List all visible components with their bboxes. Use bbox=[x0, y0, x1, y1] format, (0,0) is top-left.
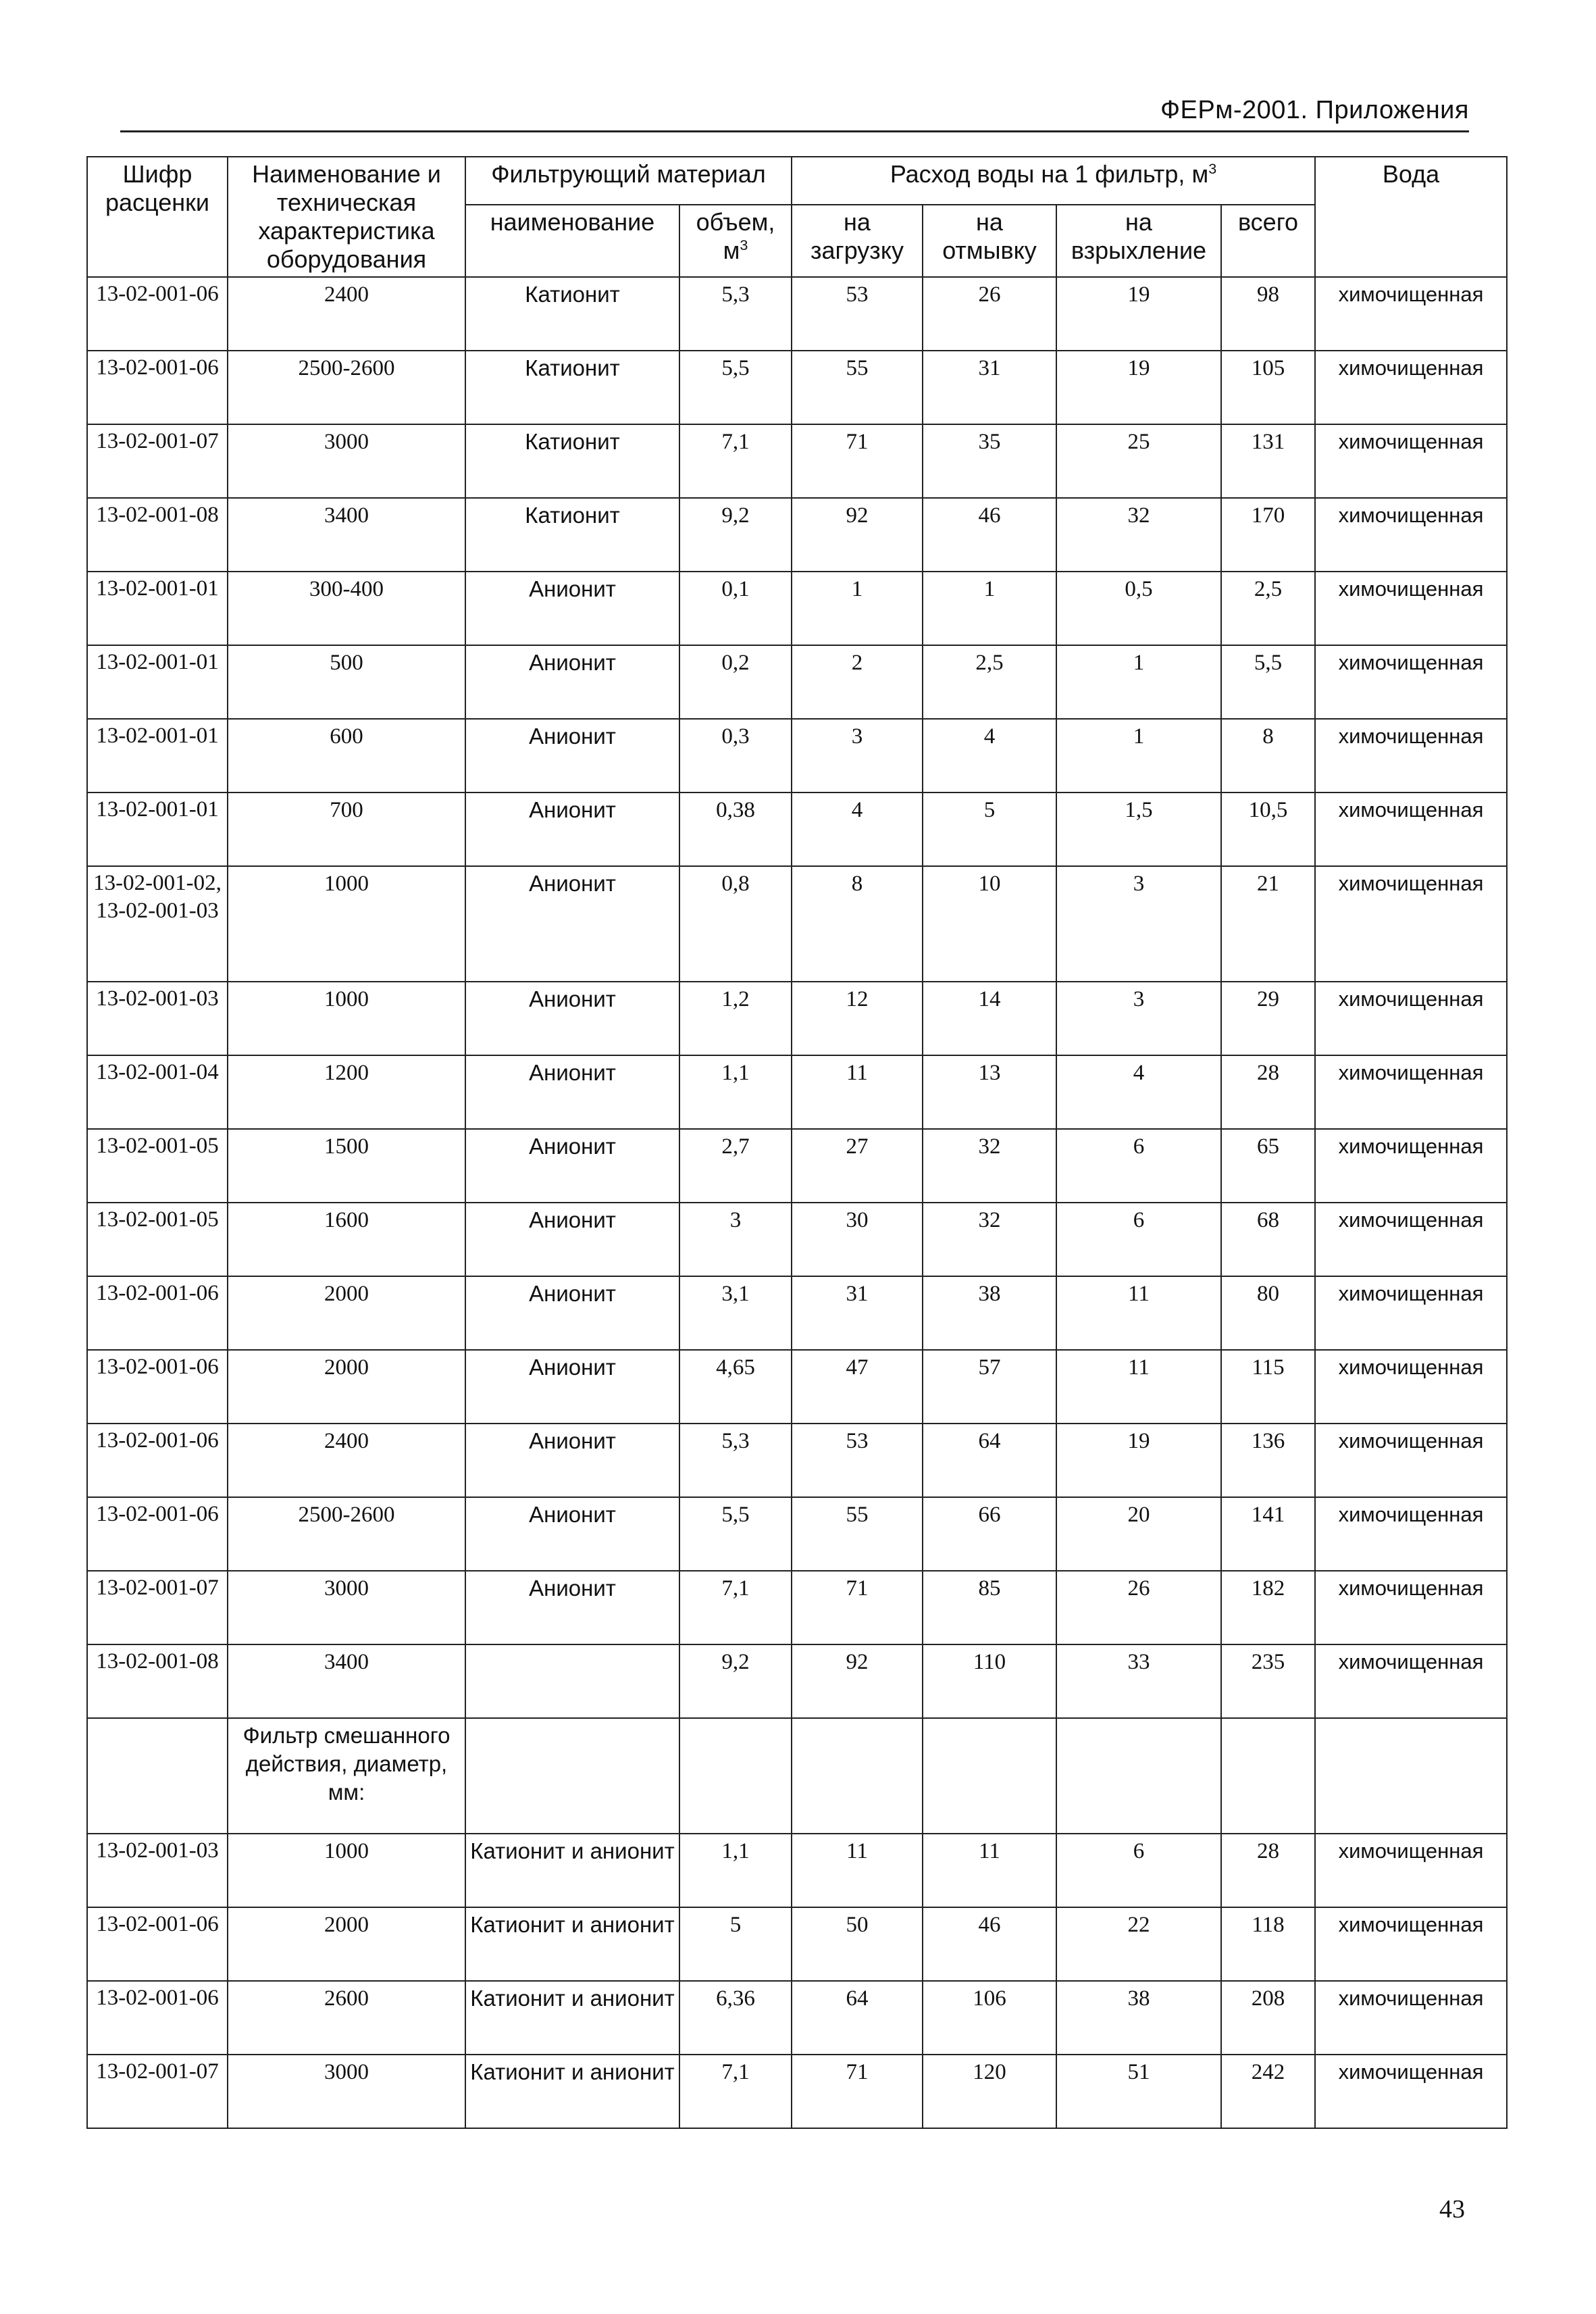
cell-loading: 71 bbox=[792, 1571, 923, 1644]
cell-washing: 2,5 bbox=[923, 645, 1056, 719]
cell-total: 170 bbox=[1221, 498, 1315, 572]
cell-material: Анионит bbox=[465, 1571, 679, 1644]
cell-material: Анионит bbox=[465, 645, 679, 719]
cell-water: химочищенная bbox=[1315, 2055, 1507, 2128]
header-volume-text: объем, м bbox=[696, 208, 775, 265]
header-volume-sup: 3 bbox=[740, 236, 748, 254]
cell-material: Анионит bbox=[465, 1424, 679, 1497]
cell-material: Анионит bbox=[465, 572, 679, 645]
document-header: ФЕРм-2001. Приложения bbox=[1160, 96, 1469, 124]
cell-water: химочищенная bbox=[1315, 498, 1507, 572]
cell-total: 28 bbox=[1221, 1055, 1315, 1129]
cell-volume: 1,1 bbox=[679, 1834, 792, 1907]
cell-volume: 5 bbox=[679, 1907, 792, 1981]
cell-water: химочищенная bbox=[1315, 1424, 1507, 1497]
cell-loading: 8 bbox=[792, 866, 923, 982]
cell-loading: 71 bbox=[792, 424, 923, 498]
cell-loading: 53 bbox=[792, 1424, 923, 1497]
cell-code: 13-02-001-02, 13-02-001-03 bbox=[87, 866, 228, 982]
cell-equipment: 1000 bbox=[228, 866, 465, 982]
cell-loading: 47 bbox=[792, 1350, 923, 1424]
cell-washing: 110 bbox=[923, 1644, 1056, 1718]
cell-material: Анионит bbox=[465, 1203, 679, 1276]
cell-total: 28 bbox=[1221, 1834, 1315, 1907]
cell-total: 131 bbox=[1221, 424, 1315, 498]
cell-washing: 31 bbox=[923, 351, 1056, 424]
cell-volume: 2,7 bbox=[679, 1129, 792, 1203]
table-body bbox=[87, 277, 1507, 2128]
cell-total: 105 bbox=[1221, 351, 1315, 424]
table-row bbox=[87, 1129, 1507, 1203]
cell-total: 29 bbox=[1221, 982, 1315, 1055]
cell-washing: 46 bbox=[923, 1907, 1056, 1981]
cell-code: 13-02-001-08 bbox=[87, 498, 228, 572]
table-row bbox=[87, 719, 1507, 793]
table-row bbox=[87, 1497, 1507, 1571]
table-row bbox=[87, 982, 1507, 1055]
cell-loosening: 19 bbox=[1056, 351, 1221, 424]
table-row bbox=[87, 1203, 1507, 1276]
cell-washing: 120 bbox=[923, 2055, 1056, 2128]
cell-washing bbox=[923, 1718, 1056, 1834]
cell-volume bbox=[679, 1718, 792, 1834]
cell-water: химочищенная bbox=[1315, 1203, 1507, 1276]
cell-loosening: 4 bbox=[1056, 1055, 1221, 1129]
cell-equipment: 1000 bbox=[228, 982, 465, 1055]
cell-equipment: 2000 bbox=[228, 1907, 465, 1981]
cell-equipment: 500 bbox=[228, 645, 465, 719]
cell-water: химочищенная bbox=[1315, 719, 1507, 793]
cell-volume: 7,1 bbox=[679, 1571, 792, 1644]
cell-material: Катионит bbox=[465, 498, 679, 572]
cell-total: 118 bbox=[1221, 1907, 1315, 1981]
cell-material: Катионит bbox=[465, 277, 679, 351]
header-loosening: на взрыхление bbox=[1056, 205, 1221, 277]
cell-washing: 46 bbox=[923, 498, 1056, 572]
cell-water: химочищенная bbox=[1315, 351, 1507, 424]
cell-total: 235 bbox=[1221, 1644, 1315, 1718]
cell-equipment: 2400 bbox=[228, 277, 465, 351]
cell-code: 13-02-001-01 bbox=[87, 645, 228, 719]
cell-loosening: 1,5 bbox=[1056, 793, 1221, 866]
cell-loading: 64 bbox=[792, 1981, 923, 2055]
cell-total: 8 bbox=[1221, 719, 1315, 793]
header-water-flow bbox=[792, 157, 1315, 205]
cell-material: Анионит bbox=[465, 719, 679, 793]
table-row bbox=[87, 645, 1507, 719]
cell-washing: 66 bbox=[923, 1497, 1056, 1571]
cell-loading: 53 bbox=[792, 277, 923, 351]
cell-equipment: 600 bbox=[228, 719, 465, 793]
cell-water: химочищенная bbox=[1315, 572, 1507, 645]
cell-code: 13-02-001-06 bbox=[87, 277, 228, 351]
cell-code: 13-02-001-06 bbox=[87, 1981, 228, 2055]
cell-material: Анионит bbox=[465, 1055, 679, 1129]
cell-total: 10,5 bbox=[1221, 793, 1315, 866]
cell-loading: 30 bbox=[792, 1203, 923, 1276]
cell-equipment: 3400 bbox=[228, 1644, 465, 1718]
cell-volume: 5,5 bbox=[679, 351, 792, 424]
cell-washing: 1 bbox=[923, 572, 1056, 645]
header-water-flow-text: Расход воды на 1 фильтр, м bbox=[890, 160, 1209, 188]
cell-material: Анионит bbox=[465, 866, 679, 982]
table-row bbox=[87, 572, 1507, 645]
page-number: 43 bbox=[1439, 2195, 1465, 2223]
cell-washing: 10 bbox=[923, 866, 1056, 982]
table-row bbox=[87, 424, 1507, 498]
table-row bbox=[87, 1350, 1507, 1424]
cell-water: химочищенная bbox=[1315, 1276, 1507, 1350]
cell-loading: 11 bbox=[792, 1055, 923, 1129]
table-row bbox=[87, 1834, 1507, 1907]
cell-equipment: 3000 bbox=[228, 424, 465, 498]
cell-loosening: 19 bbox=[1056, 277, 1221, 351]
table-row bbox=[87, 1981, 1507, 2055]
cell-loosening: 3 bbox=[1056, 866, 1221, 982]
cell-code: 13-02-001-01 bbox=[87, 719, 228, 793]
cell-material bbox=[465, 1644, 679, 1718]
cell-code: 13-02-001-05 bbox=[87, 1203, 228, 1276]
cell-material: Катионит bbox=[465, 351, 679, 424]
cell-washing: 11 bbox=[923, 1834, 1056, 1907]
cell-water: химочищенная bbox=[1315, 982, 1507, 1055]
cell-equipment: 2500-2600 bbox=[228, 351, 465, 424]
cell-loosening: 51 bbox=[1056, 2055, 1221, 2128]
cell-volume: 5,5 bbox=[679, 1497, 792, 1571]
cell-code: 13-02-001-06 bbox=[87, 351, 228, 424]
cell-loosening: 6 bbox=[1056, 1834, 1221, 1907]
header-water: Вода bbox=[1315, 157, 1507, 277]
cell-equipment: 3000 bbox=[228, 2055, 465, 2128]
cell-water: химочищенная bbox=[1315, 1497, 1507, 1571]
cell-washing: 14 bbox=[923, 982, 1056, 1055]
cell-washing: 32 bbox=[923, 1129, 1056, 1203]
cell-volume: 0,1 bbox=[679, 572, 792, 645]
cell-water: химочищенная bbox=[1315, 1644, 1507, 1718]
cell-total: 136 bbox=[1221, 1424, 1315, 1497]
cell-total: 68 bbox=[1221, 1203, 1315, 1276]
cell-water: химочищенная bbox=[1315, 1907, 1507, 1981]
cell-material: Анионит bbox=[465, 793, 679, 866]
cell-total: 98 bbox=[1221, 277, 1315, 351]
cell-washing: 32 bbox=[923, 1203, 1056, 1276]
cell-water: химочищенная bbox=[1315, 1834, 1507, 1907]
header-water-flow-sup: 3 bbox=[1208, 160, 1217, 177]
cell-code: 13-02-001-03 bbox=[87, 1834, 228, 1907]
section-row bbox=[87, 1718, 1507, 1834]
cell-loading: 92 bbox=[792, 498, 923, 572]
cell-loosening: 1 bbox=[1056, 645, 1221, 719]
cell-water: химочищенная bbox=[1315, 866, 1507, 982]
table-row bbox=[87, 793, 1507, 866]
cell-washing: 57 bbox=[923, 1350, 1056, 1424]
cell-water: химочищенная bbox=[1315, 424, 1507, 498]
cell-volume: 9,2 bbox=[679, 1644, 792, 1718]
cell-washing: 4 bbox=[923, 719, 1056, 793]
cell-code: 13-02-001-06 bbox=[87, 1424, 228, 1497]
cell-washing: 5 bbox=[923, 793, 1056, 866]
header-volume bbox=[679, 205, 792, 277]
cell-code: 13-02-001-06 bbox=[87, 1497, 228, 1571]
cell-loosening: 22 bbox=[1056, 1907, 1221, 1981]
cell-code: 13-02-001-01 bbox=[87, 793, 228, 866]
cell-material: Катионит bbox=[465, 424, 679, 498]
cell-code: 13-02-001-07 bbox=[87, 2055, 228, 2128]
cell-water: химочищенная bbox=[1315, 1981, 1507, 2055]
cell-code: 13-02-001-07 bbox=[87, 1571, 228, 1644]
cell-code: 13-02-001-06 bbox=[87, 1276, 228, 1350]
table-row bbox=[87, 866, 1507, 982]
cell-material: Катионит и анионит bbox=[465, 1834, 679, 1907]
table-row bbox=[87, 351, 1507, 424]
cell-total: 115 bbox=[1221, 1350, 1315, 1424]
cell-loosening: 25 bbox=[1056, 424, 1221, 498]
header-material-name: наименование bbox=[465, 205, 679, 277]
cell-loosening: 3 bbox=[1056, 982, 1221, 1055]
cell-equipment: 300-400 bbox=[228, 572, 465, 645]
cell-loading: 92 bbox=[792, 1644, 923, 1718]
cell-total: 242 bbox=[1221, 2055, 1315, 2128]
cell-code bbox=[87, 1718, 228, 1834]
cell-material: Катионит и анионит bbox=[465, 1981, 679, 2055]
cell-equipment: 2400 bbox=[228, 1424, 465, 1497]
table-row bbox=[87, 498, 1507, 572]
cell-volume: 5,3 bbox=[679, 1424, 792, 1497]
cell-washing: 85 bbox=[923, 1571, 1056, 1644]
cell-code: 13-02-001-08 bbox=[87, 1644, 228, 1718]
cell-equipment: 2600 bbox=[228, 1981, 465, 2055]
header-filter-material: Фильтрующий материал bbox=[465, 157, 792, 205]
cell-loosening: 32 bbox=[1056, 498, 1221, 572]
cell-equipment: 1000 bbox=[228, 1834, 465, 1907]
cell-total: 5,5 bbox=[1221, 645, 1315, 719]
cell-equipment: 1600 bbox=[228, 1203, 465, 1276]
cell-washing: 13 bbox=[923, 1055, 1056, 1129]
cell-material: Катионит и анионит bbox=[465, 2055, 679, 2128]
table-row bbox=[87, 1055, 1507, 1129]
cell-loosening bbox=[1056, 1718, 1221, 1834]
table-row bbox=[87, 1907, 1507, 1981]
cell-loosening: 6 bbox=[1056, 1203, 1221, 1276]
cell-code: 13-02-001-05 bbox=[87, 1129, 228, 1203]
cell-volume: 6,36 bbox=[679, 1981, 792, 2055]
header-loading: на загрузку bbox=[792, 205, 923, 277]
cell-loading: 71 bbox=[792, 2055, 923, 2128]
cell-total: 80 bbox=[1221, 1276, 1315, 1350]
cell-equipment: 2000 bbox=[228, 1276, 465, 1350]
cell-code: 13-02-001-04 bbox=[87, 1055, 228, 1129]
cell-loosening: 6 bbox=[1056, 1129, 1221, 1203]
cell-loosening: 33 bbox=[1056, 1644, 1221, 1718]
cell-volume: 1,2 bbox=[679, 982, 792, 1055]
table-row bbox=[87, 1276, 1507, 1350]
cell-total: 182 bbox=[1221, 1571, 1315, 1644]
cell-material: Анионит bbox=[465, 982, 679, 1055]
cell-water: химочищенная bbox=[1315, 1129, 1507, 1203]
cell-material bbox=[465, 1718, 679, 1834]
cell-washing: 26 bbox=[923, 277, 1056, 351]
cell-water: химочищенная bbox=[1315, 1350, 1507, 1424]
cell-total bbox=[1221, 1718, 1315, 1834]
cell-equipment: 1500 bbox=[228, 1129, 465, 1203]
cell-washing: 38 bbox=[923, 1276, 1056, 1350]
cell-loading: 27 bbox=[792, 1129, 923, 1203]
cell-code: 13-02-001-07 bbox=[87, 424, 228, 498]
cell-washing: 64 bbox=[923, 1424, 1056, 1497]
cell-code: 13-02-001-06 bbox=[87, 1907, 228, 1981]
header-equipment: Наименование и техническая характеристика оборудования bbox=[228, 157, 465, 277]
cell-volume: 0,2 bbox=[679, 645, 792, 719]
cell-total: 2,5 bbox=[1221, 572, 1315, 645]
header-code: Шифр расценки bbox=[87, 157, 228, 277]
cell-equipment: Фильтр смешанного действия, диаметр, мм: bbox=[228, 1718, 465, 1834]
cell-volume: 1,1 bbox=[679, 1055, 792, 1129]
cell-washing: 35 bbox=[923, 424, 1056, 498]
cell-loosening: 11 bbox=[1056, 1350, 1221, 1424]
cell-loading: 3 bbox=[792, 719, 923, 793]
cell-volume: 3 bbox=[679, 1203, 792, 1276]
cell-water: химочищенная bbox=[1315, 645, 1507, 719]
cell-volume: 0,8 bbox=[679, 866, 792, 982]
cell-water: химочищенная bbox=[1315, 793, 1507, 866]
cell-volume: 7,1 bbox=[679, 2055, 792, 2128]
cell-volume: 9,2 bbox=[679, 498, 792, 572]
cell-loading: 55 bbox=[792, 1497, 923, 1571]
cell-loosening: 1 bbox=[1056, 719, 1221, 793]
table-row bbox=[87, 1644, 1507, 1718]
cell-total: 141 bbox=[1221, 1497, 1315, 1571]
cell-volume: 3,1 bbox=[679, 1276, 792, 1350]
cell-equipment: 700 bbox=[228, 793, 465, 866]
cell-total: 208 bbox=[1221, 1981, 1315, 2055]
cell-equipment: 3400 bbox=[228, 498, 465, 572]
cell-equipment: 1200 bbox=[228, 1055, 465, 1129]
cell-water: химочищенная bbox=[1315, 277, 1507, 351]
cell-volume: 0,38 bbox=[679, 793, 792, 866]
cell-water: химочищенная bbox=[1315, 1055, 1507, 1129]
cell-material: Анионит bbox=[465, 1497, 679, 1571]
header-total: всего bbox=[1221, 205, 1315, 277]
cell-loosening: 26 bbox=[1056, 1571, 1221, 1644]
water-consumption-table bbox=[86, 156, 1508, 2129]
cell-loosening: 11 bbox=[1056, 1276, 1221, 1350]
cell-material: Анионит bbox=[465, 1276, 679, 1350]
cell-volume: 5,3 bbox=[679, 277, 792, 351]
cell-total: 65 bbox=[1221, 1129, 1315, 1203]
cell-material: Катионит и анионит bbox=[465, 1907, 679, 1981]
cell-material: Анионит bbox=[465, 1129, 679, 1203]
cell-loading: 12 bbox=[792, 982, 923, 1055]
cell-washing: 106 bbox=[923, 1981, 1056, 2055]
cell-loosening: 20 bbox=[1056, 1497, 1221, 1571]
table-row bbox=[87, 2055, 1507, 2128]
cell-code: 13-02-001-06 bbox=[87, 1350, 228, 1424]
cell-volume: 7,1 bbox=[679, 424, 792, 498]
cell-loading: 4 bbox=[792, 793, 923, 866]
cell-equipment: 3000 bbox=[228, 1571, 465, 1644]
cell-volume: 4,65 bbox=[679, 1350, 792, 1424]
table-row bbox=[87, 1424, 1507, 1497]
cell-loading: 50 bbox=[792, 1907, 923, 1981]
cell-loosening: 0,5 bbox=[1056, 572, 1221, 645]
header-rule bbox=[120, 130, 1469, 132]
cell-loading: 1 bbox=[792, 572, 923, 645]
cell-loosening: 19 bbox=[1056, 1424, 1221, 1497]
cell-water bbox=[1315, 1718, 1507, 1834]
cell-volume: 0,3 bbox=[679, 719, 792, 793]
cell-loading: 2 bbox=[792, 645, 923, 719]
cell-water: химочищенная bbox=[1315, 1571, 1507, 1644]
cell-loading: 55 bbox=[792, 351, 923, 424]
cell-loading bbox=[792, 1718, 923, 1834]
cell-total: 21 bbox=[1221, 866, 1315, 982]
cell-equipment: 2000 bbox=[228, 1350, 465, 1424]
table-row bbox=[87, 1571, 1507, 1644]
cell-code: 13-02-001-03 bbox=[87, 982, 228, 1055]
header-washing: на отмывку bbox=[923, 205, 1056, 277]
cell-loosening: 38 bbox=[1056, 1981, 1221, 2055]
cell-loading: 31 bbox=[792, 1276, 923, 1350]
cell-equipment: 2500-2600 bbox=[228, 1497, 465, 1571]
table-row bbox=[87, 277, 1507, 351]
cell-loading: 11 bbox=[792, 1834, 923, 1907]
cell-code: 13-02-001-01 bbox=[87, 572, 228, 645]
cell-material: Анионит bbox=[465, 1350, 679, 1424]
